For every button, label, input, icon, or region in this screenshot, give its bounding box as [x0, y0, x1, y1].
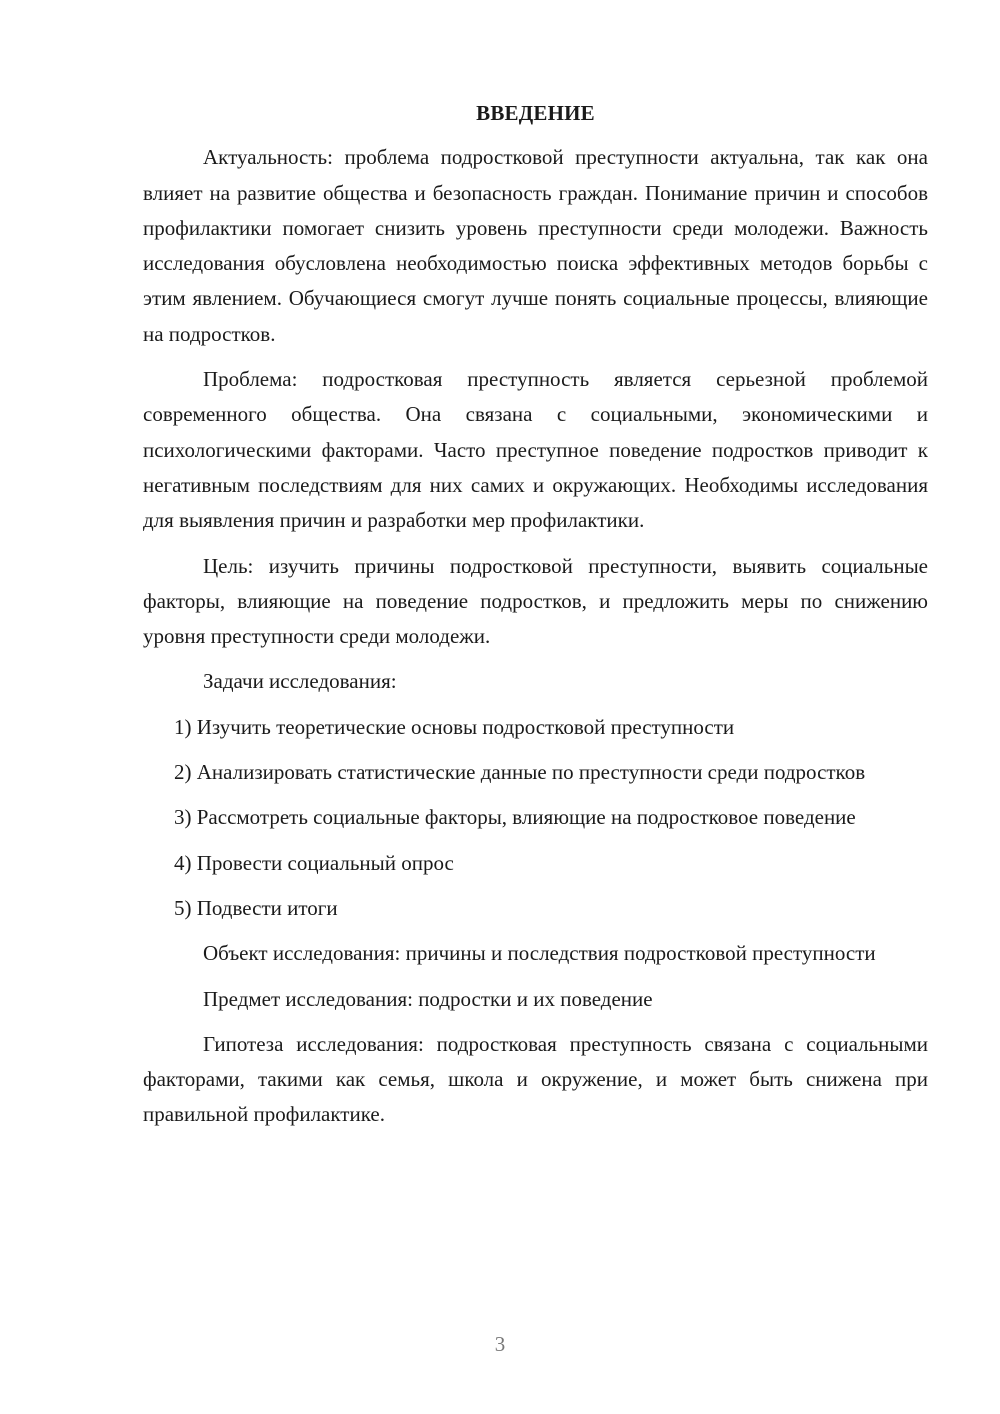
document-page: [143, 96, 928, 1143]
paragraph-relevance: Актуальность: проблема подростковой преступности актуальна, так как она влияет на развитие общества и безопасность граждан. Понимание причин и способов профилактики помогает снизить уровень преступности среди молодежи. Важность исследования обусловлена необходимостью поиска эффективных методов борьбы с этим явлением. Обучающиеся смогут лучше понять социальные процессы, влияющие на подростков.: [143, 145, 928, 346]
page-number: 3: [494, 1332, 506, 1356]
section-title: ВВЕДЕНИЕ: [476, 101, 595, 125]
paragraph-subject: Предмет исследования: подростки и их поведение: [203, 986, 653, 1011]
paragraph-object: Объект исследования: причины и последствия подростковой преступности: [203, 941, 876, 966]
tasks-heading: Задачи исследования:: [203, 669, 397, 694]
task-item-4: 4) Провести социальный опрос: [174, 850, 454, 875]
paragraph-hypothesis: Гипотеза исследования: подростковая преступность связана с социальными факторами, такими как семья, школа и окружение, и может быть снижена при правильной профилактике.: [143, 1031, 928, 1127]
task-item-5: 5) Подвести итоги: [174, 895, 338, 920]
task-item-2: 2) Анализировать статистические данные по преступности среди подростков: [174, 760, 866, 785]
task-item-1: 1) Изучить теоретические основы подростковой преступности: [174, 714, 735, 739]
paragraph-goal: Цель: изучить причины подростковой преступности, выявить социальные факторы, влияющие на поведение подростков, и предложить меры по снижению уровня преступности среди молодежи.: [143, 553, 928, 649]
task-item-3: 3) Рассмотреть социальные факторы, влияющие на подростковое поведение: [174, 805, 856, 830]
paragraph-problem: Проблема: подростковая преступность является серьезной проблемой современного общества. Она связана с социальными, экономическими и психологическими факторами. Часто преступное поведение подростков приводит к негативным последствиям для них самих и окружающих. Необходимы исследования для выявления причин и разработки мер профилактики.: [143, 367, 928, 533]
